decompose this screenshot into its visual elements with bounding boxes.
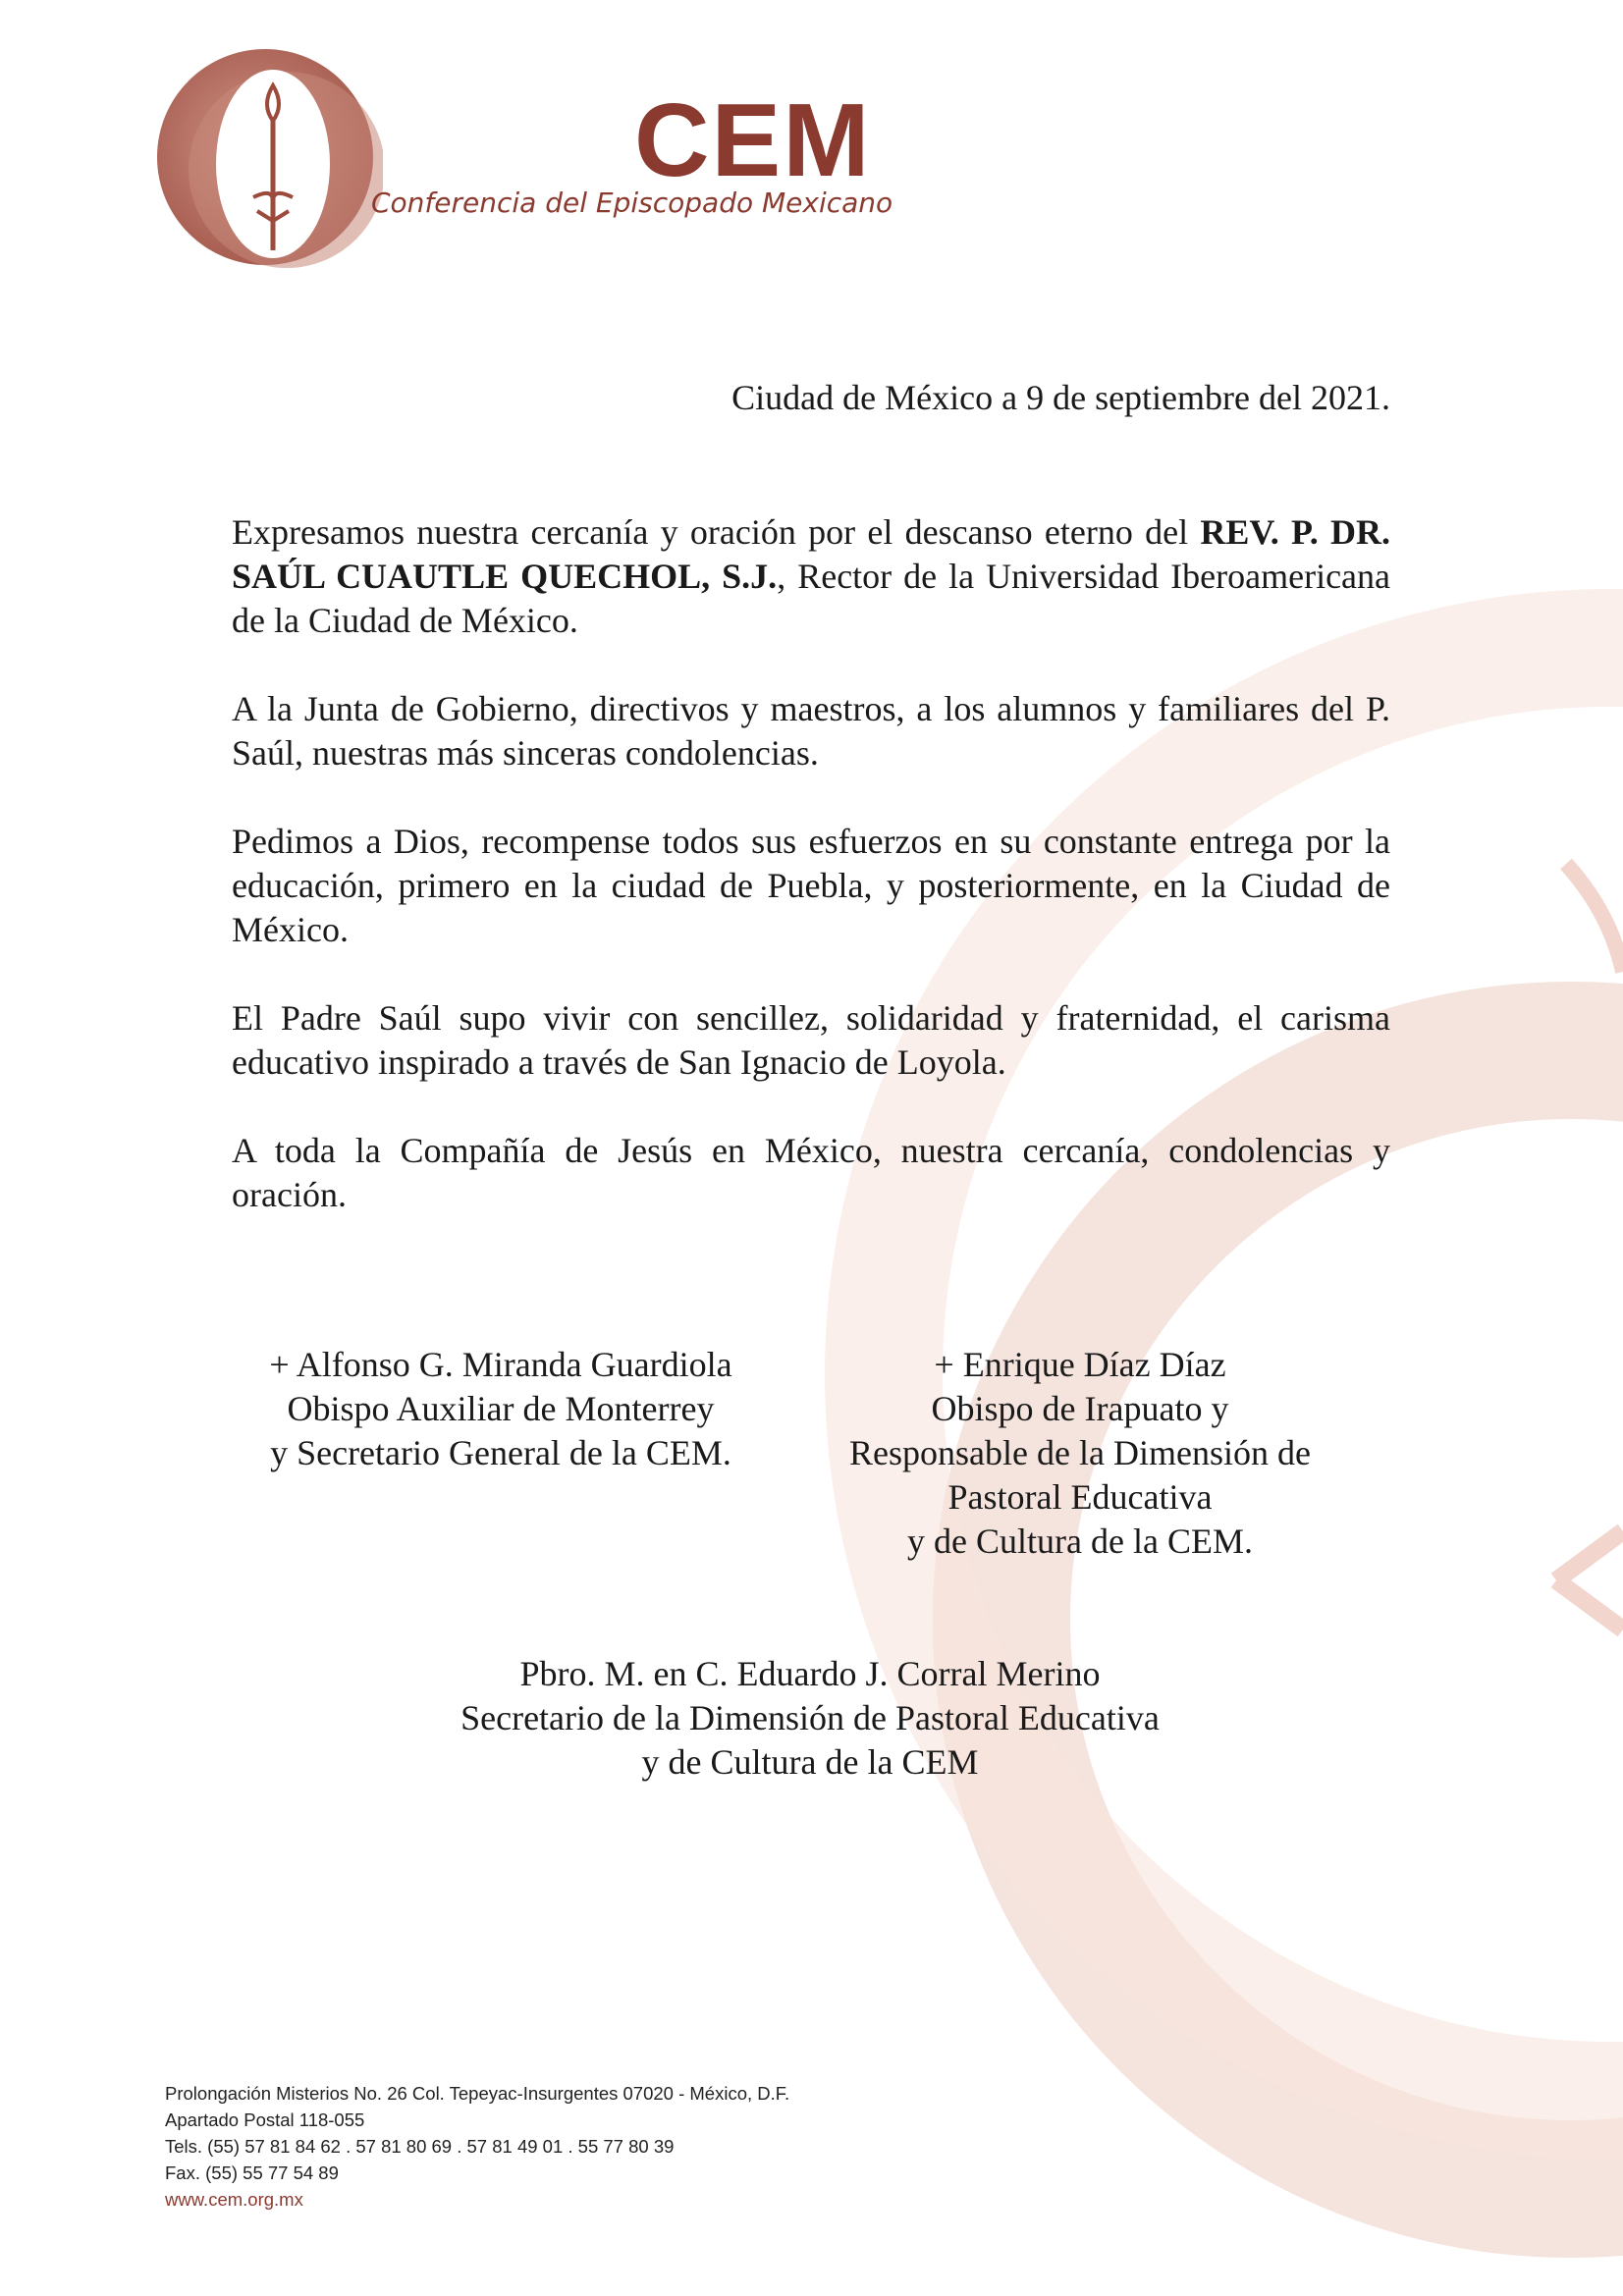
signature-line: + Enrique Díaz Díaz [934, 1345, 1226, 1384]
signature-line: Pbro. M. en C. Eduardo J. Corral Merino [519, 1654, 1101, 1693]
signature-right [820, 1343, 1340, 1564]
signature-line: + Alfonso G. Miranda Guardiola [269, 1345, 732, 1384]
footer-phones: Tels. (55) 57 81 84 62 . 57 81 80 69 . 57 81 49 01 . 55 77 80 39 [165, 2136, 675, 2157]
paragraph-2: A la Junta de Gobierno, directivos y maestros, a los alumnos y familiares del P. Saúl, nuestras más sinceras condolencias. [232, 689, 1390, 773]
signature-line: Obispo Auxiliar de Monterrey [287, 1389, 715, 1428]
signature-bottom [393, 1652, 1227, 1785]
footer-fax: Fax. (55) 55 77 54 89 [165, 2163, 339, 2183]
footer-address: Prolongación Misterios No. 26 Col. Tepeyac-Insurgentes 07020 - México, D.F. [165, 2083, 790, 2104]
paragraph-1 [232, 510, 1390, 643]
paragraph-1-intro: Expresamos nuestra cercanía y oración por el descanso eterno del [232, 512, 1201, 552]
footer-po-box: Apartado Postal 118-055 [165, 2109, 365, 2130]
letter-date: Ciudad de México a 9 de septiembre del 2021. [731, 378, 1390, 417]
signature-line: Obispo de Irapuato y [931, 1389, 1229, 1428]
paragraph-3: Pedimos a Dios, recompense todos sus esfuerzos en su constante entrega por la educación, primero en la ciudad de Puebla, y posteriormente, en la Ciudad de México. [232, 822, 1390, 949]
signature-line: Pastoral Educativa [947, 1477, 1213, 1517]
signature-line: Responsable de la Dimensión de [849, 1433, 1311, 1472]
logo-acronym: CEM [634, 82, 872, 198]
paragraph-1-rest: , Rector de la Universidad Iberoamericana de la Ciudad de México. [232, 557, 1390, 640]
paragraph-4: El Padre Saúl supo vivir con sencillez, solidaridad y fraternidad, el carisma educativo inspirado a través de San Ignacio de Loyola. [232, 998, 1390, 1082]
signature-line: y de Cultura de la CEM [641, 1742, 979, 1782]
cross-in-circles-icon [147, 44, 383, 275]
deceased-name: REV. P. DR. SAÚL CUAUTLE QUECHOL, S.J. [232, 512, 1390, 596]
footer-website-link[interactable]: www.cem.org.mx [165, 2189, 303, 2210]
signature-left [231, 1343, 771, 1475]
footer-contact [165, 2080, 789, 2213]
paragraph-5: A toda la Compañía de Jesús en México, nuestra cercanía, condolencias y oración. [232, 1131, 1390, 1214]
signature-line: y de Cultura de la CEM. [907, 1522, 1253, 1561]
signature-line: y Secretario General de la CEM. [270, 1433, 731, 1472]
letter-body [232, 510, 1390, 1261]
signature-line: Secretario de la Dimensión de Pastoral Educativa [460, 1698, 1160, 1737]
logo-name: Conferencia del Episcopado Mexicano [371, 187, 893, 219]
